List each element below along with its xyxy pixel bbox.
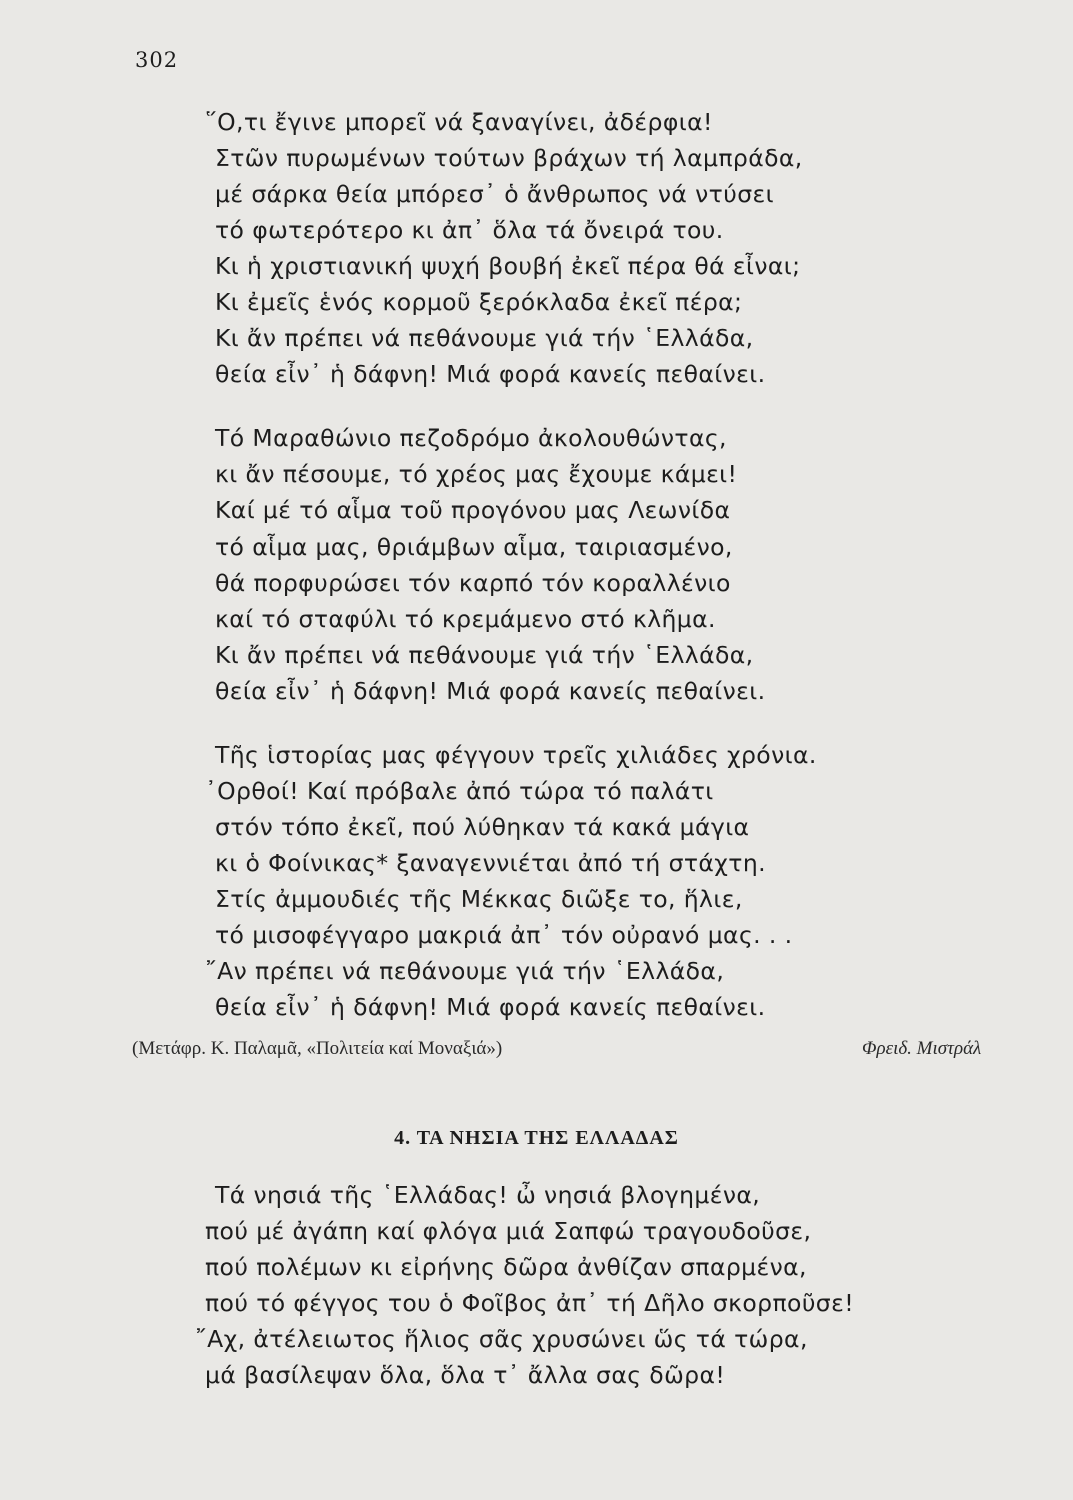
poem-line: Κι ἐμεῖς ἑνός κορμοῦ ξερόκλαδα ἐκεῖ πέρα; — [215, 288, 743, 316]
poem-line: ῎Αν πρέπει νά πεθάνουμε γιά τήν ῾Ελλάδα, — [205, 957, 725, 985]
poem-line: θά πορφυρώσει τόν καρπό τόν κοραλλένιο — [215, 569, 731, 597]
poem-line: κι ἄν πέσουμε, τό χρέος μας ἔχουμε κάμει! — [215, 460, 738, 488]
poem-line: θεία εἶν᾽ ἡ δάφνη! Μιά φορά κανείς πεθαίνει. — [215, 360, 766, 388]
poem-line: Καί μέ τό αἷμα τοῦ προγόνου μας Λεωνίδα — [215, 496, 731, 524]
poem-line: στόν τόπο ἐκεῖ, πού λύθηκαν τά κακά μάγια — [215, 813, 750, 841]
poem-line: Κι ἄν πρέπει νά πεθάνουμε γιά τήν ῾Ελλάδα, — [215, 324, 754, 352]
poem-line: Στίς ἀμμουδιές τῆς Μέκκας διῶξε το, ἥλιε, — [215, 885, 743, 913]
author-credit: Φρειδ. Μιστράλ — [862, 1038, 982, 1059]
poem-line: πού τό φέγγος του ὁ Φοῖβος ἀπ᾽ τή Δῆλο σκορποῦσε! — [205, 1289, 855, 1317]
page-number: 302 — [135, 48, 179, 72]
poem-line: ᾽Ορθοί! Καί πρόβαλε ἀπό τώρα τό παλάτι — [205, 777, 714, 805]
poem-line: μά βασίλεψαν ὅλα, ὅλα τ᾽ ἄλλα σας δῶρα! — [205, 1361, 726, 1389]
translation-credit: (Μετάφρ. Κ. Παλαμᾶ, «Πολιτεία καί Μοναξιά») — [132, 1038, 503, 1059]
poem-line: Κι ἄν πρέπει νά πεθάνουμε γιά τήν ῾Ελλάδα, — [215, 641, 754, 669]
poem-line: ῞Ο,τι ἔγινε μπορεῖ νά ξαναγίνει, ἀδέρφια! — [205, 108, 713, 136]
poem-line: πού πολέμων κι εἰρήνης δῶρα ἀνθίζαν σπαρμένα, — [205, 1253, 807, 1281]
poem-line: πού μέ ἀγάπη καί φλόγα μιά Σαπφώ τραγουδοῦσε, — [205, 1217, 812, 1245]
poem-line: Κι ἡ χριστιανική ψυχή βουβή ἐκεῖ πέρα θά εἶναι; — [215, 252, 801, 280]
poem-line: ῎Αχ, ἀτέλειωτος ἥλιος σᾶς χρυσώνει ὥς τά τώρα, — [195, 1325, 808, 1353]
poem-line: θεία εἶν᾽ ἡ δάφνη! Μιά φορά κανείς πεθαίνει. — [215, 993, 766, 1021]
section-heading: 4. ΤΑ ΝΗΣΙΑ ΤΗΣ ΕΛΛΑΔΑΣ — [394, 1127, 679, 1149]
poem-line: τό φωτερότερο κι ἀπ᾽ ὅλα τά ὄνειρά του. — [215, 216, 724, 244]
poem-line: Τά νησιά τῆς ῾Ελλάδας! ὦ νησιά βλογημένα, — [215, 1181, 761, 1209]
poem-line: τό μισοφέγγαρο μακριά ἀπ᾽ τόν οὐρανό μας. . . — [215, 921, 793, 949]
poem-line: Στῶν πυρωμένων τούτων βράχων τή λαμπράδα, — [215, 144, 803, 172]
poem-line: τό αἷμα μας, θριάμβων αἷμα, ταιριασμένο, — [215, 533, 733, 561]
poem-line: θεία εἶν᾽ ἡ δάφνη! Μιά φορά κανείς πεθαίνει. — [215, 677, 766, 705]
poem-line: Τῆς ἱστορίας μας φέγγουν τρεῖς χιλιάδες χρόνια. — [215, 741, 817, 769]
poem-line: Τό Μαραθώνιο πεζοδρόμο ἀκολουθώντας, — [215, 424, 727, 452]
poem-line: μέ σάρκα θεία μπόρεσ᾽ ὁ ἄνθρωπος νά ντύσει — [215, 180, 774, 208]
poem-line: καί τό σταφύλι τό κρεμάμενο στό κλῆμα. — [215, 605, 716, 633]
poem-line: κι ὁ Φοίνικας* ξαναγεννιέται ἀπό τή στάχτη. — [215, 849, 766, 877]
